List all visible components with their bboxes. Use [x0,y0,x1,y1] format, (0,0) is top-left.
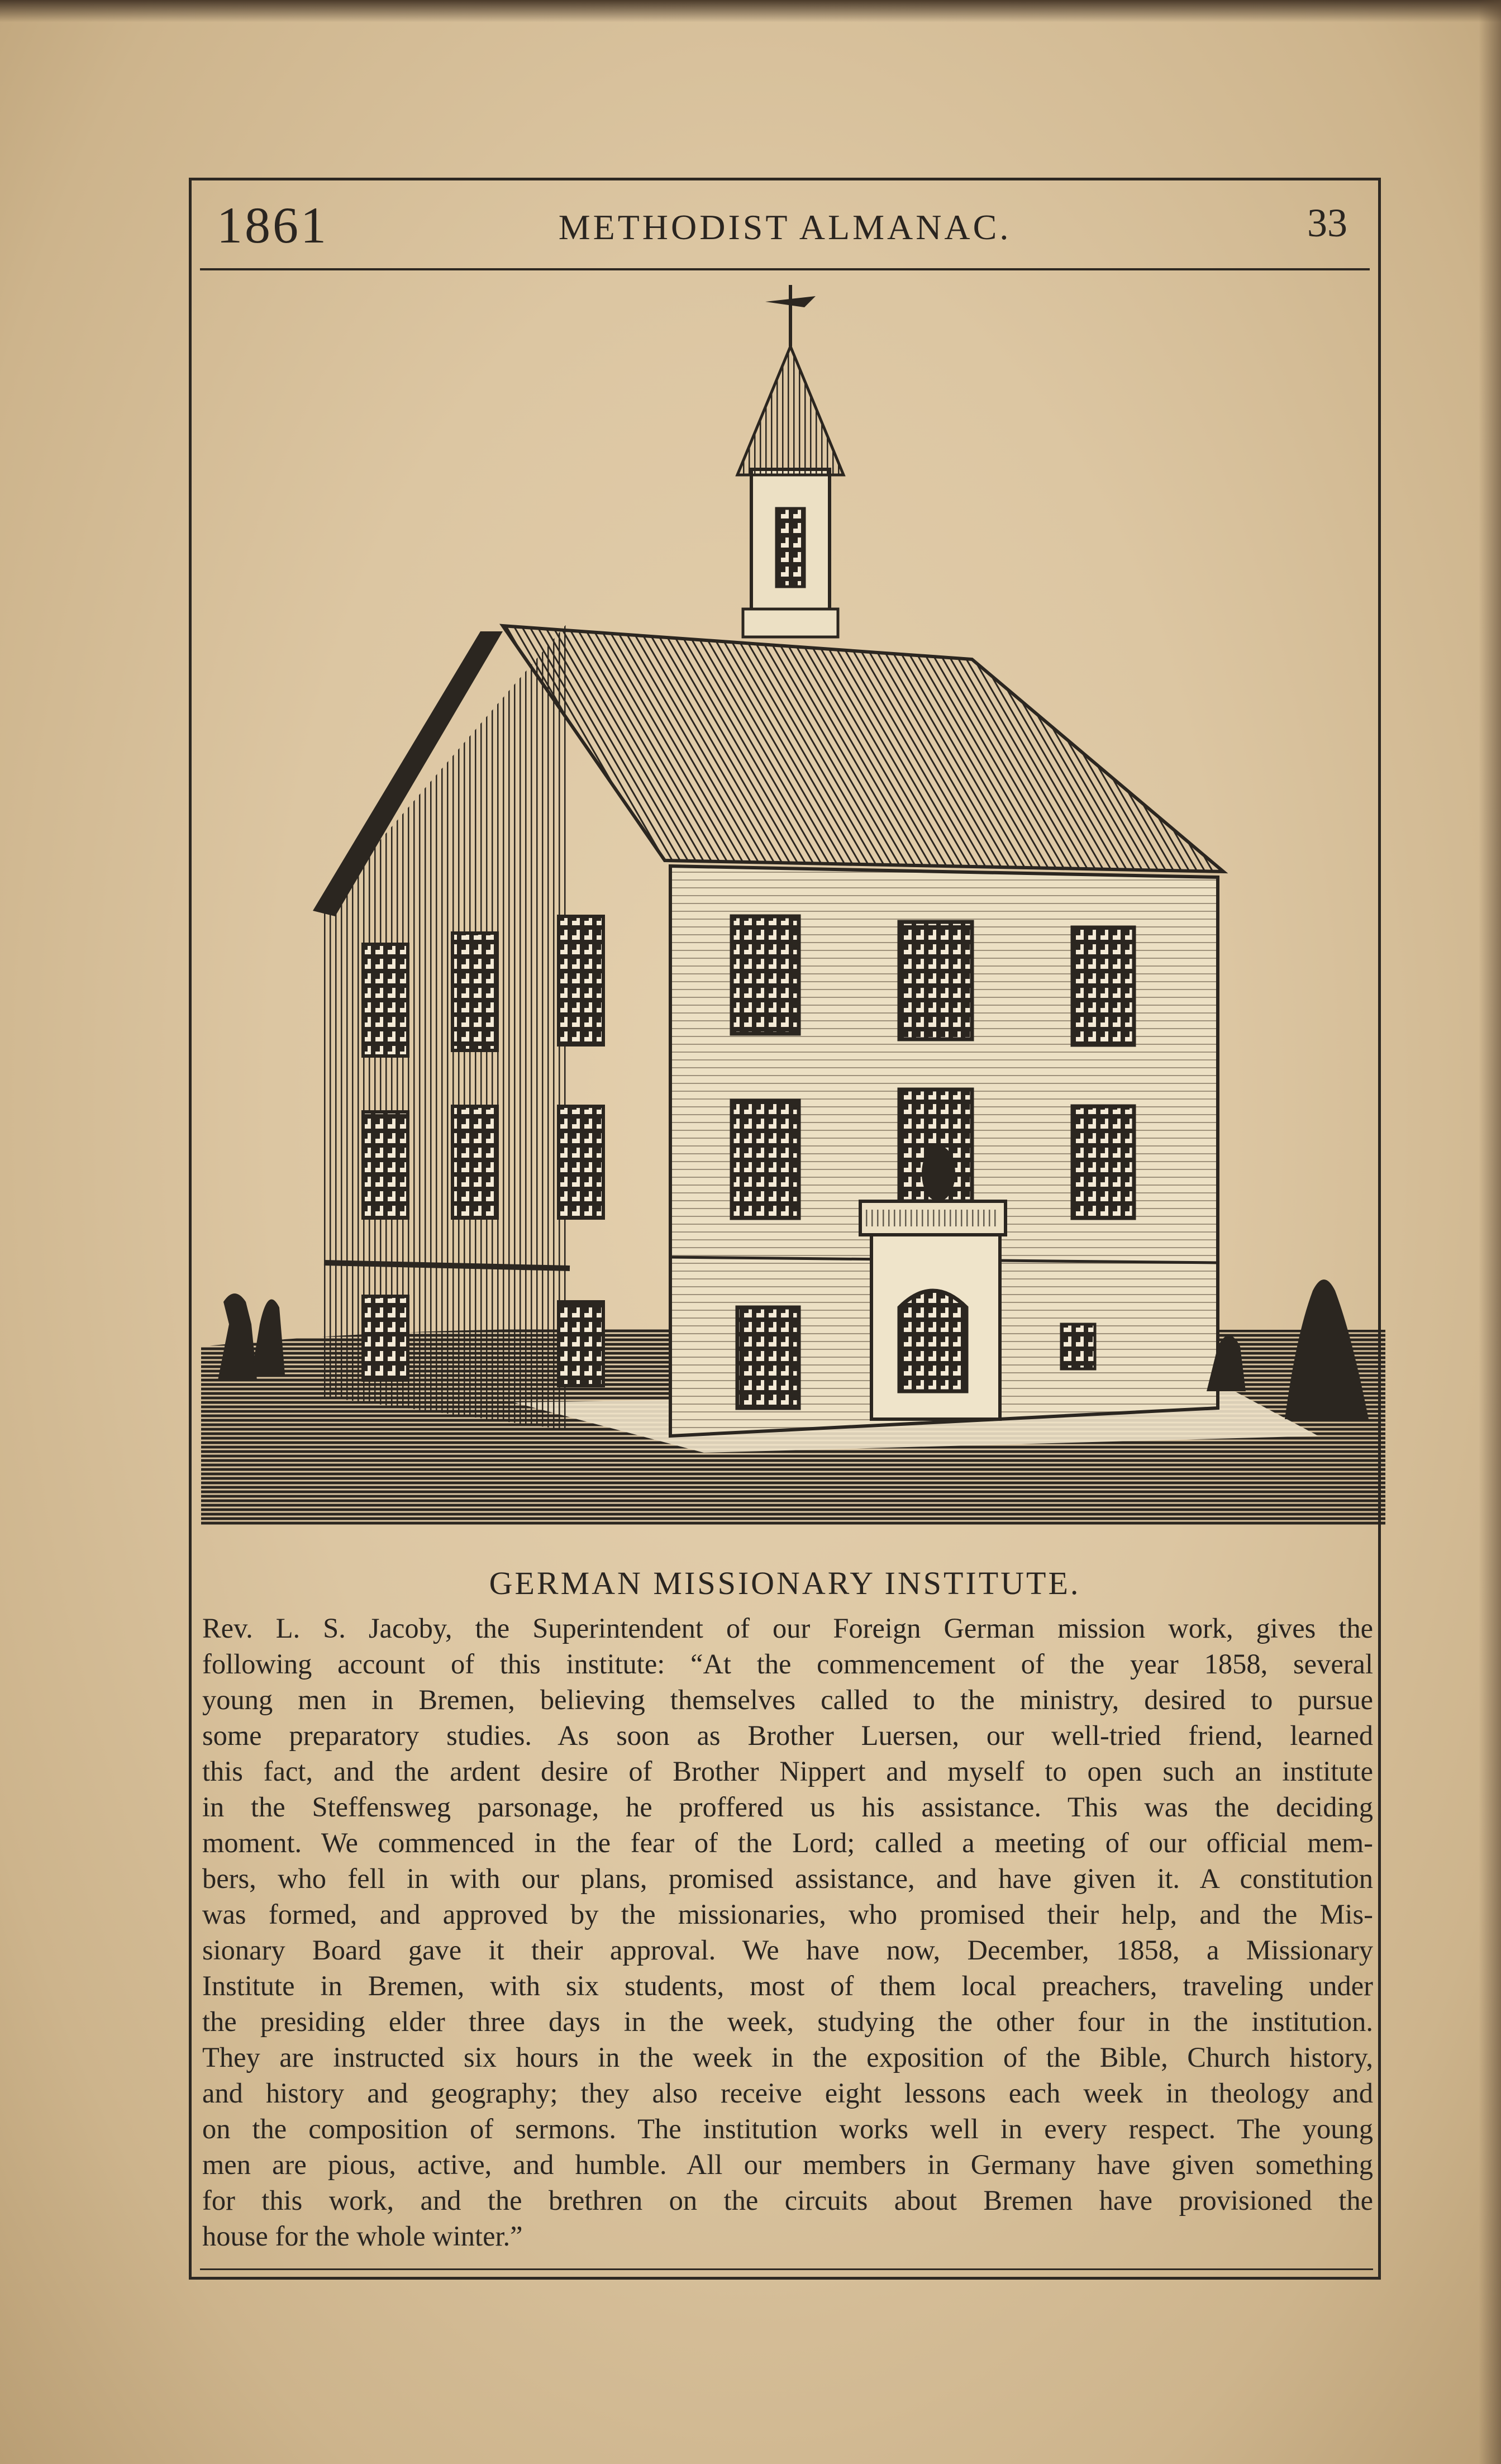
bell-tower [737,285,844,637]
body-line: some preparatory studies. As soon as Brother Luersen, our well-tried friend, learned [202,1720,1373,1751]
body-line: was formed, and approved by the missionaries, who promised their help, and the Mis- [202,1899,1373,1930]
body-line: They are instructed six hours in the week in the exposition of the Bible, Church history, [202,2042,1373,2073]
page-edge-shadow [0,0,1501,22]
illustration-caption: GERMAN MISSIONARY INSTITUTE. [489,1565,1081,1601]
body-line: for this work, and the brethren on the circuits about Bremen have provisioned the [202,2185,1373,2216]
body-line: this fact, and the ardent desire of Brother Nippert and myself to open such an institute [202,1756,1373,1787]
page-number: 33 [1307,201,1347,245]
roof [503,626,1223,872]
body-line: and history and geography; they also receive eight lessons each week in theology and [202,2077,1373,2109]
header-title: METHODIST ALMANAC. [558,207,1012,247]
body-line: bers, who fell in with our plans, promised assistance, and have given it. A constitution [202,1863,1373,1894]
footer-rule [200,2268,1373,2270]
body-line: sionary Board gave it their approval. We have now, December, 1858, a Missionary [202,1934,1373,1966]
body-line: following account of this institute: “At the commencement of the year 1858, several [202,1648,1373,1680]
body-line: moment. We commenced in the fear of the Lord; called a meeting of our official mem- [202,1827,1373,1858]
running-header [200,184,1370,270]
body-line: men are pious, active, and humble. All our members in Germany have given something [202,2149,1373,2180]
article-body [202,1610,1373,2254]
body-line: on the composition of sermons. The institution works well in every respect. The young [202,2113,1373,2144]
body-line: Institute in Bremen, with six students, most of them local preachers, traveling under [202,1970,1373,2001]
body-line: in the Steffensweg parsonage, he proffered us his assistance. This was the deciding [202,1791,1373,1823]
body-line: house for the whole winter.” [202,2220,523,2252]
side-wall [313,620,570,1430]
building-engraving [201,274,1385,1537]
body-line: young men in Bremen, believing themselves called to the ministry, desired to pursue [202,1684,1373,1715]
header-year: 1861 [217,197,328,254]
page-edge-shadow-right [1479,0,1501,2464]
body-line: Rev. L. S. Jacoby, the Superintendent of our Foreign German mission work, gives the [202,1612,1373,1644]
body-line: the presiding elder three days in the week, studying the other four in the institution. [202,2006,1373,2037]
